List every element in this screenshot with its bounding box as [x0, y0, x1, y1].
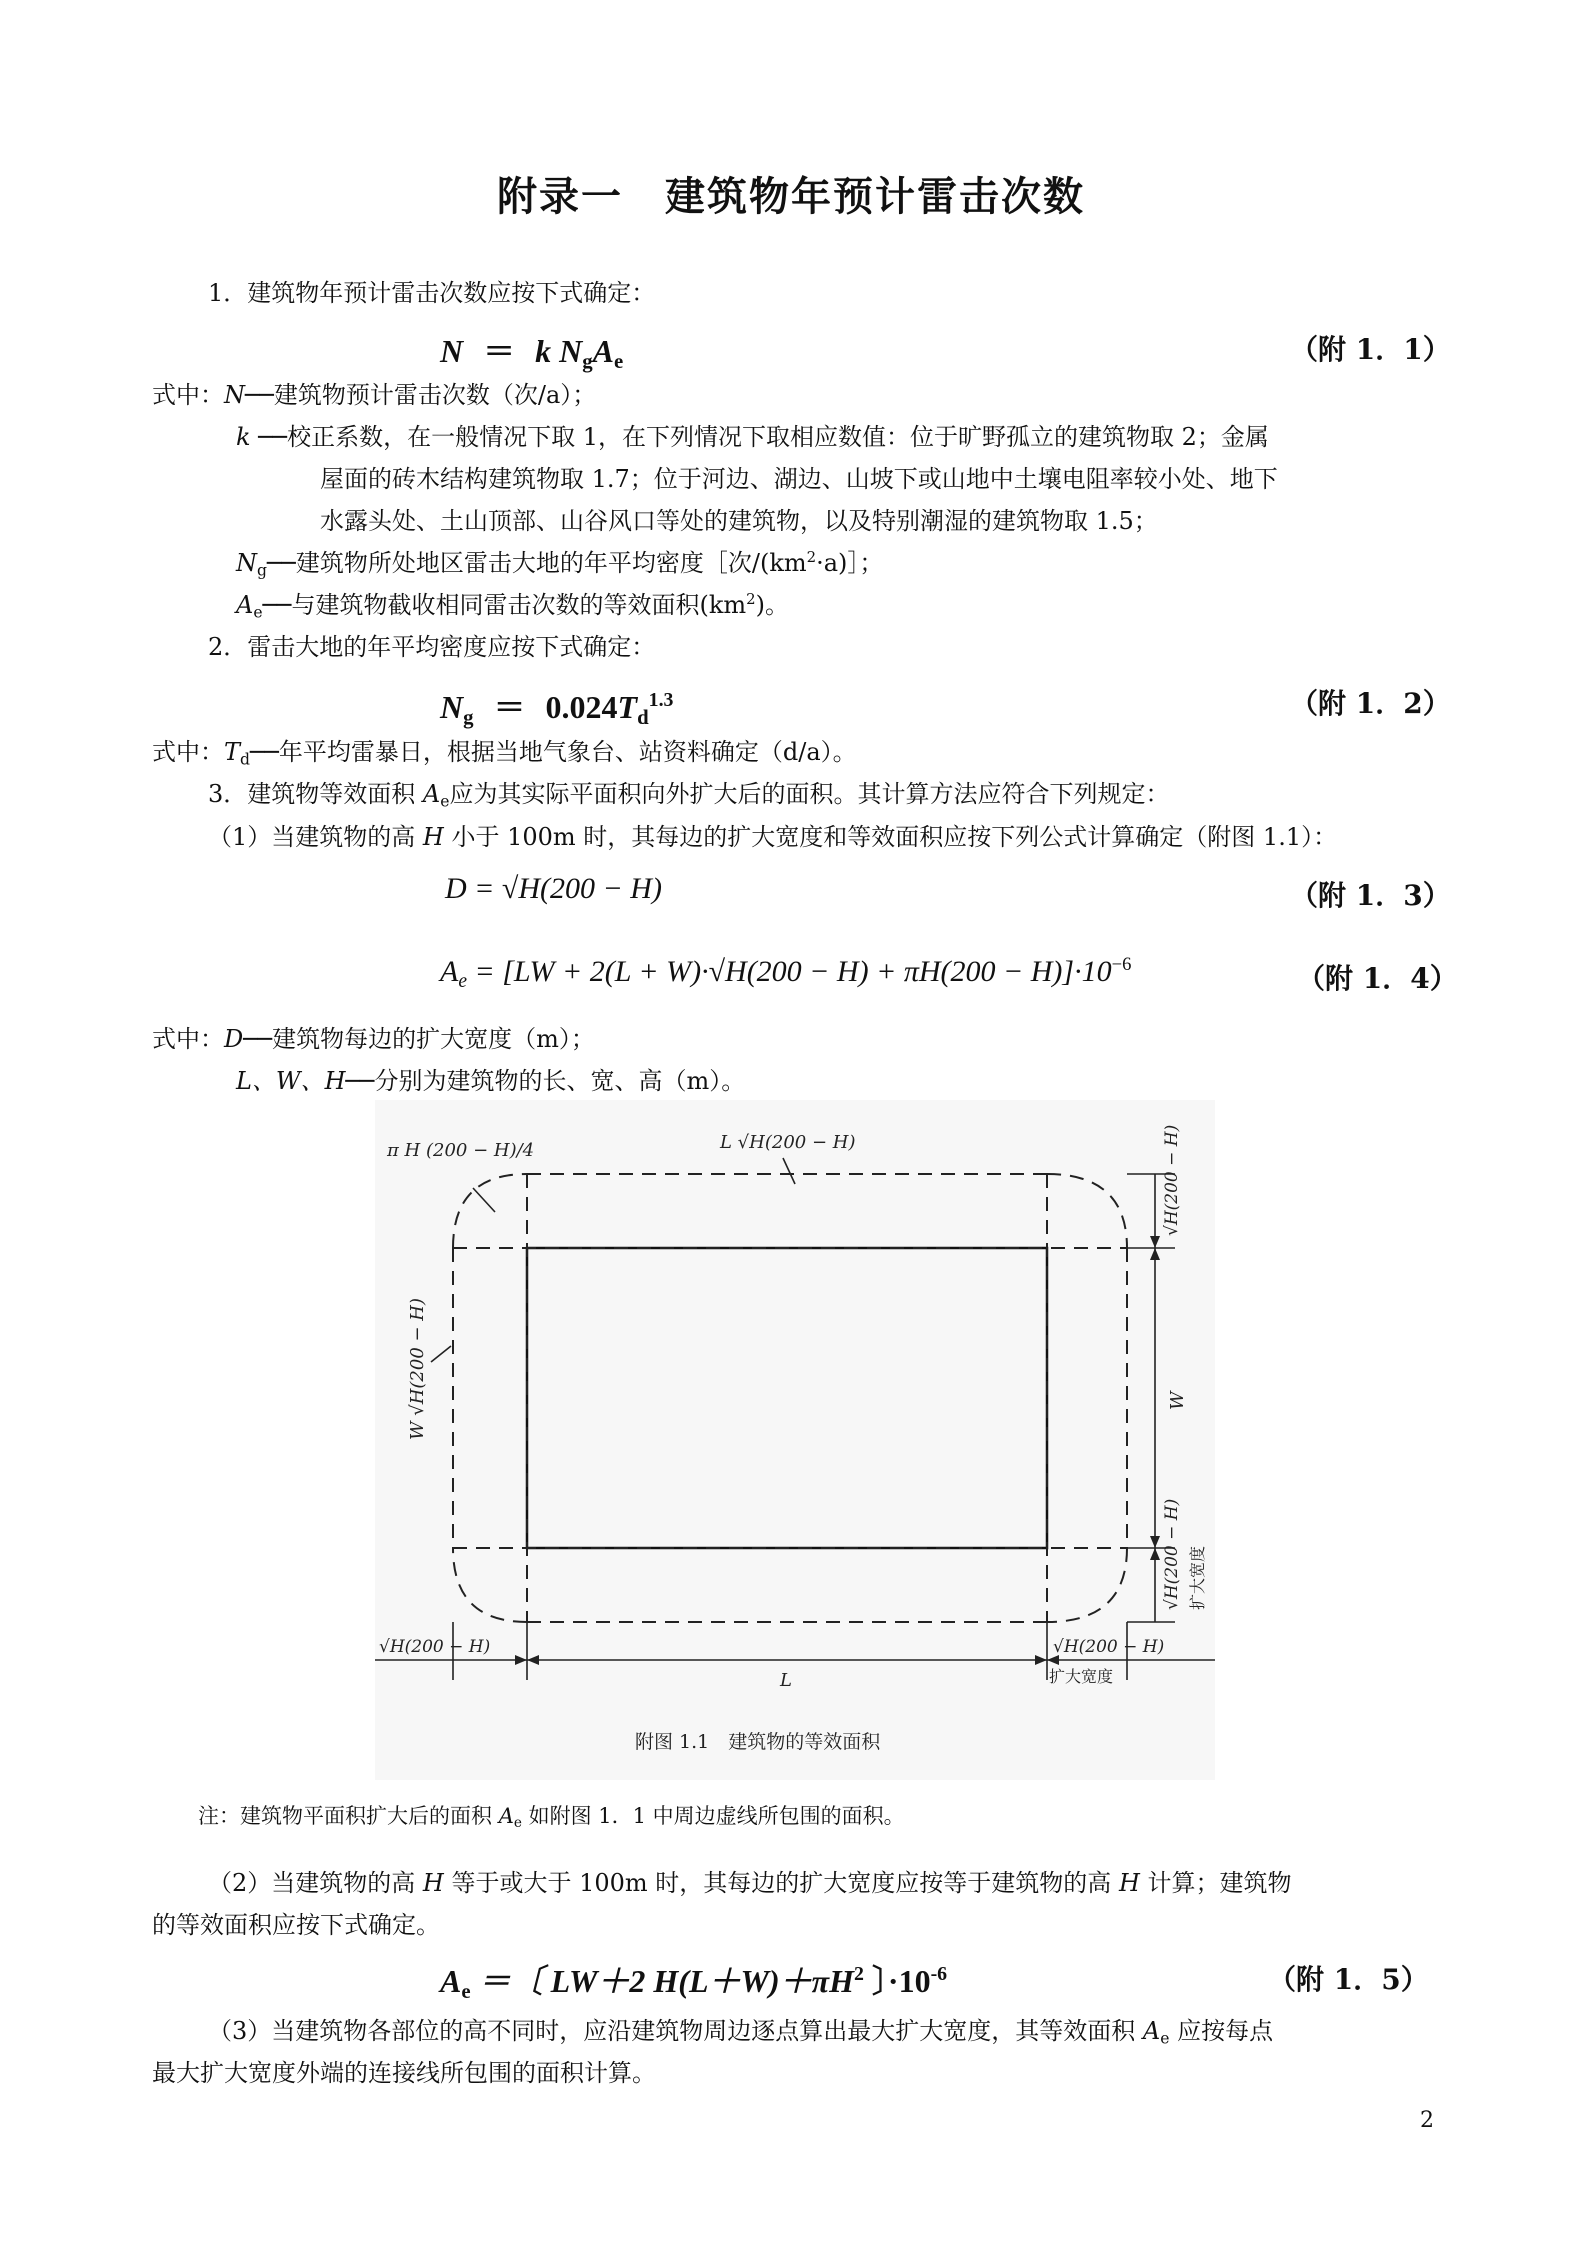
equation-1-1-number: （附 1．1） — [1290, 333, 1451, 366]
where-d: 式中：D──建筑物每边的扩大宽度（m）； — [152, 1025, 595, 1053]
equation-1-1: N ＝ k $N_gA_e$ — [440, 333, 624, 374]
label-left-strip: W √H(200 − H) — [407, 1297, 428, 1440]
equation-1-2: $N_g = 0.024T_d^{1.3}$ — [440, 689, 674, 730]
where-k-line2: 屋面的砖木结构建筑物取 1.7；位于河边、湖边、山坡下或山地中土壤电阻率较小处、地下 — [320, 465, 1278, 493]
label-bottom-right-width: √H(200 − H) — [1053, 1637, 1165, 1657]
equation-1-3: D = √H(200 − H) — [445, 872, 662, 905]
where-lwh: L、W、H──分别为建筑物的长、宽、高（m）。 — [236, 1067, 746, 1095]
where-ae: $A_e──$与建筑物截收相同雷击次数的等效面积$(km^2)$。 — [236, 590, 789, 622]
section-3-item-3-line2: 最大扩大宽度外端的连接线所包围的面积计算。 — [152, 2059, 656, 2087]
section-3-item-3-line1: （3）当建筑物各部位的高不同时，应沿建筑物周边逐点算出最大扩大宽度，其等效面积 $A_e$ 应按每点 — [208, 2017, 1274, 2048]
label-top-strip: L √H(200 − H) — [720, 1132, 856, 1153]
where-k-line3: 水露头处、土山顶部、山谷风口等处的建筑物，以及特别潮湿的建筑物取 1.5； — [320, 507, 1158, 535]
label-bottom-left-width: √H(200 − H) — [379, 1637, 491, 1657]
where-n: 式中：N──建筑物预计雷击次数（次/a）； — [152, 381, 597, 409]
figure-drawing — [375, 1100, 1215, 1780]
page-title: 附录一 建筑物年预计雷击次数 — [497, 173, 1085, 220]
equation-1-4-number: （附 1．4） — [1297, 962, 1458, 995]
equivalent-area-figure — [375, 1100, 1215, 1780]
label-right-expansion: 扩大宽度 — [1188, 1545, 1207, 1610]
where-ng: $N_g──$建筑物所处地区雷击大地的年平均密度［次$/(km^2\cdot a)]$； — [236, 548, 884, 580]
section-3-item-2-line2: 的等效面积应按下式确定。 — [152, 1911, 440, 1939]
label-right-top-width: √H(200 − H) — [1162, 1124, 1182, 1236]
label-right-bottom-width: √H(200 − H) — [1162, 1498, 1182, 1610]
equation-1-3-number: （附 1．3） — [1290, 879, 1451, 912]
equation-1-5: $A_e$ ＝〔 LW＋2 $H(L+W)+\pi H^2$ 〕$\cdot 10^{-6}$ — [440, 1963, 948, 2004]
label-corner-area: π H (200 − H)/4 — [387, 1140, 535, 1161]
section-3-intro: 3．建筑物等效面积 $A_e$应为其实际平面积向外扩大后的面积。其计算方法应符合下列规定： — [208, 780, 1170, 811]
label-bottom-l: L — [780, 1670, 792, 1691]
equation-1-5-number: （附 1．5） — [1268, 1963, 1429, 1996]
where-td: 式中：$T_d──$年平均雷暴日，根据当地气象台、站资料确定（d/a）。 — [152, 738, 857, 769]
figure-note: 注：建筑物平面积扩大后的面积 $A_e$ 如附图 1．1 中周边虚线所包围的面积。 — [198, 1804, 905, 1832]
page-number: 2 — [1420, 2108, 1434, 2133]
figure-caption: 附图 1.1 建筑物的等效面积 — [635, 1731, 881, 1753]
label-bottom-expansion: 扩大宽度 — [1049, 1667, 1114, 1686]
section-3-item-2-line1: （2）当建筑物的高 H 等于或大于 100m 时，其每边的扩大宽度应按等于建筑物的高 H 计算；建筑物 — [208, 1869, 1292, 1897]
equation-1-4: $A_e = [LW + 2(L + W)\cdot√H(200 - H) + \pi H(200 - H)]\cdot 10^{-6}$ — [440, 953, 1132, 992]
equation-1-2-number: （附 1．2） — [1290, 687, 1451, 720]
where-k-line1: k ──校正系数，在一般情况下取 1，在下列情况下取相应数值：位于旷野孤立的建筑物取 2；金属 — [236, 423, 1269, 451]
label-right-w: W — [1167, 1391, 1188, 1410]
section-3-item-1: （1）当建筑物的高 H 小于 100m 时，其每边的扩大宽度和等效面积应按下列公式计算确定（附图 1.1）： — [208, 823, 1338, 851]
section-1-intro: 1．建筑物年预计雷击次数应按下式确定： — [208, 279, 656, 307]
section-2-intro: 2．雷击大地的年平均密度应按下式确定： — [208, 633, 656, 661]
